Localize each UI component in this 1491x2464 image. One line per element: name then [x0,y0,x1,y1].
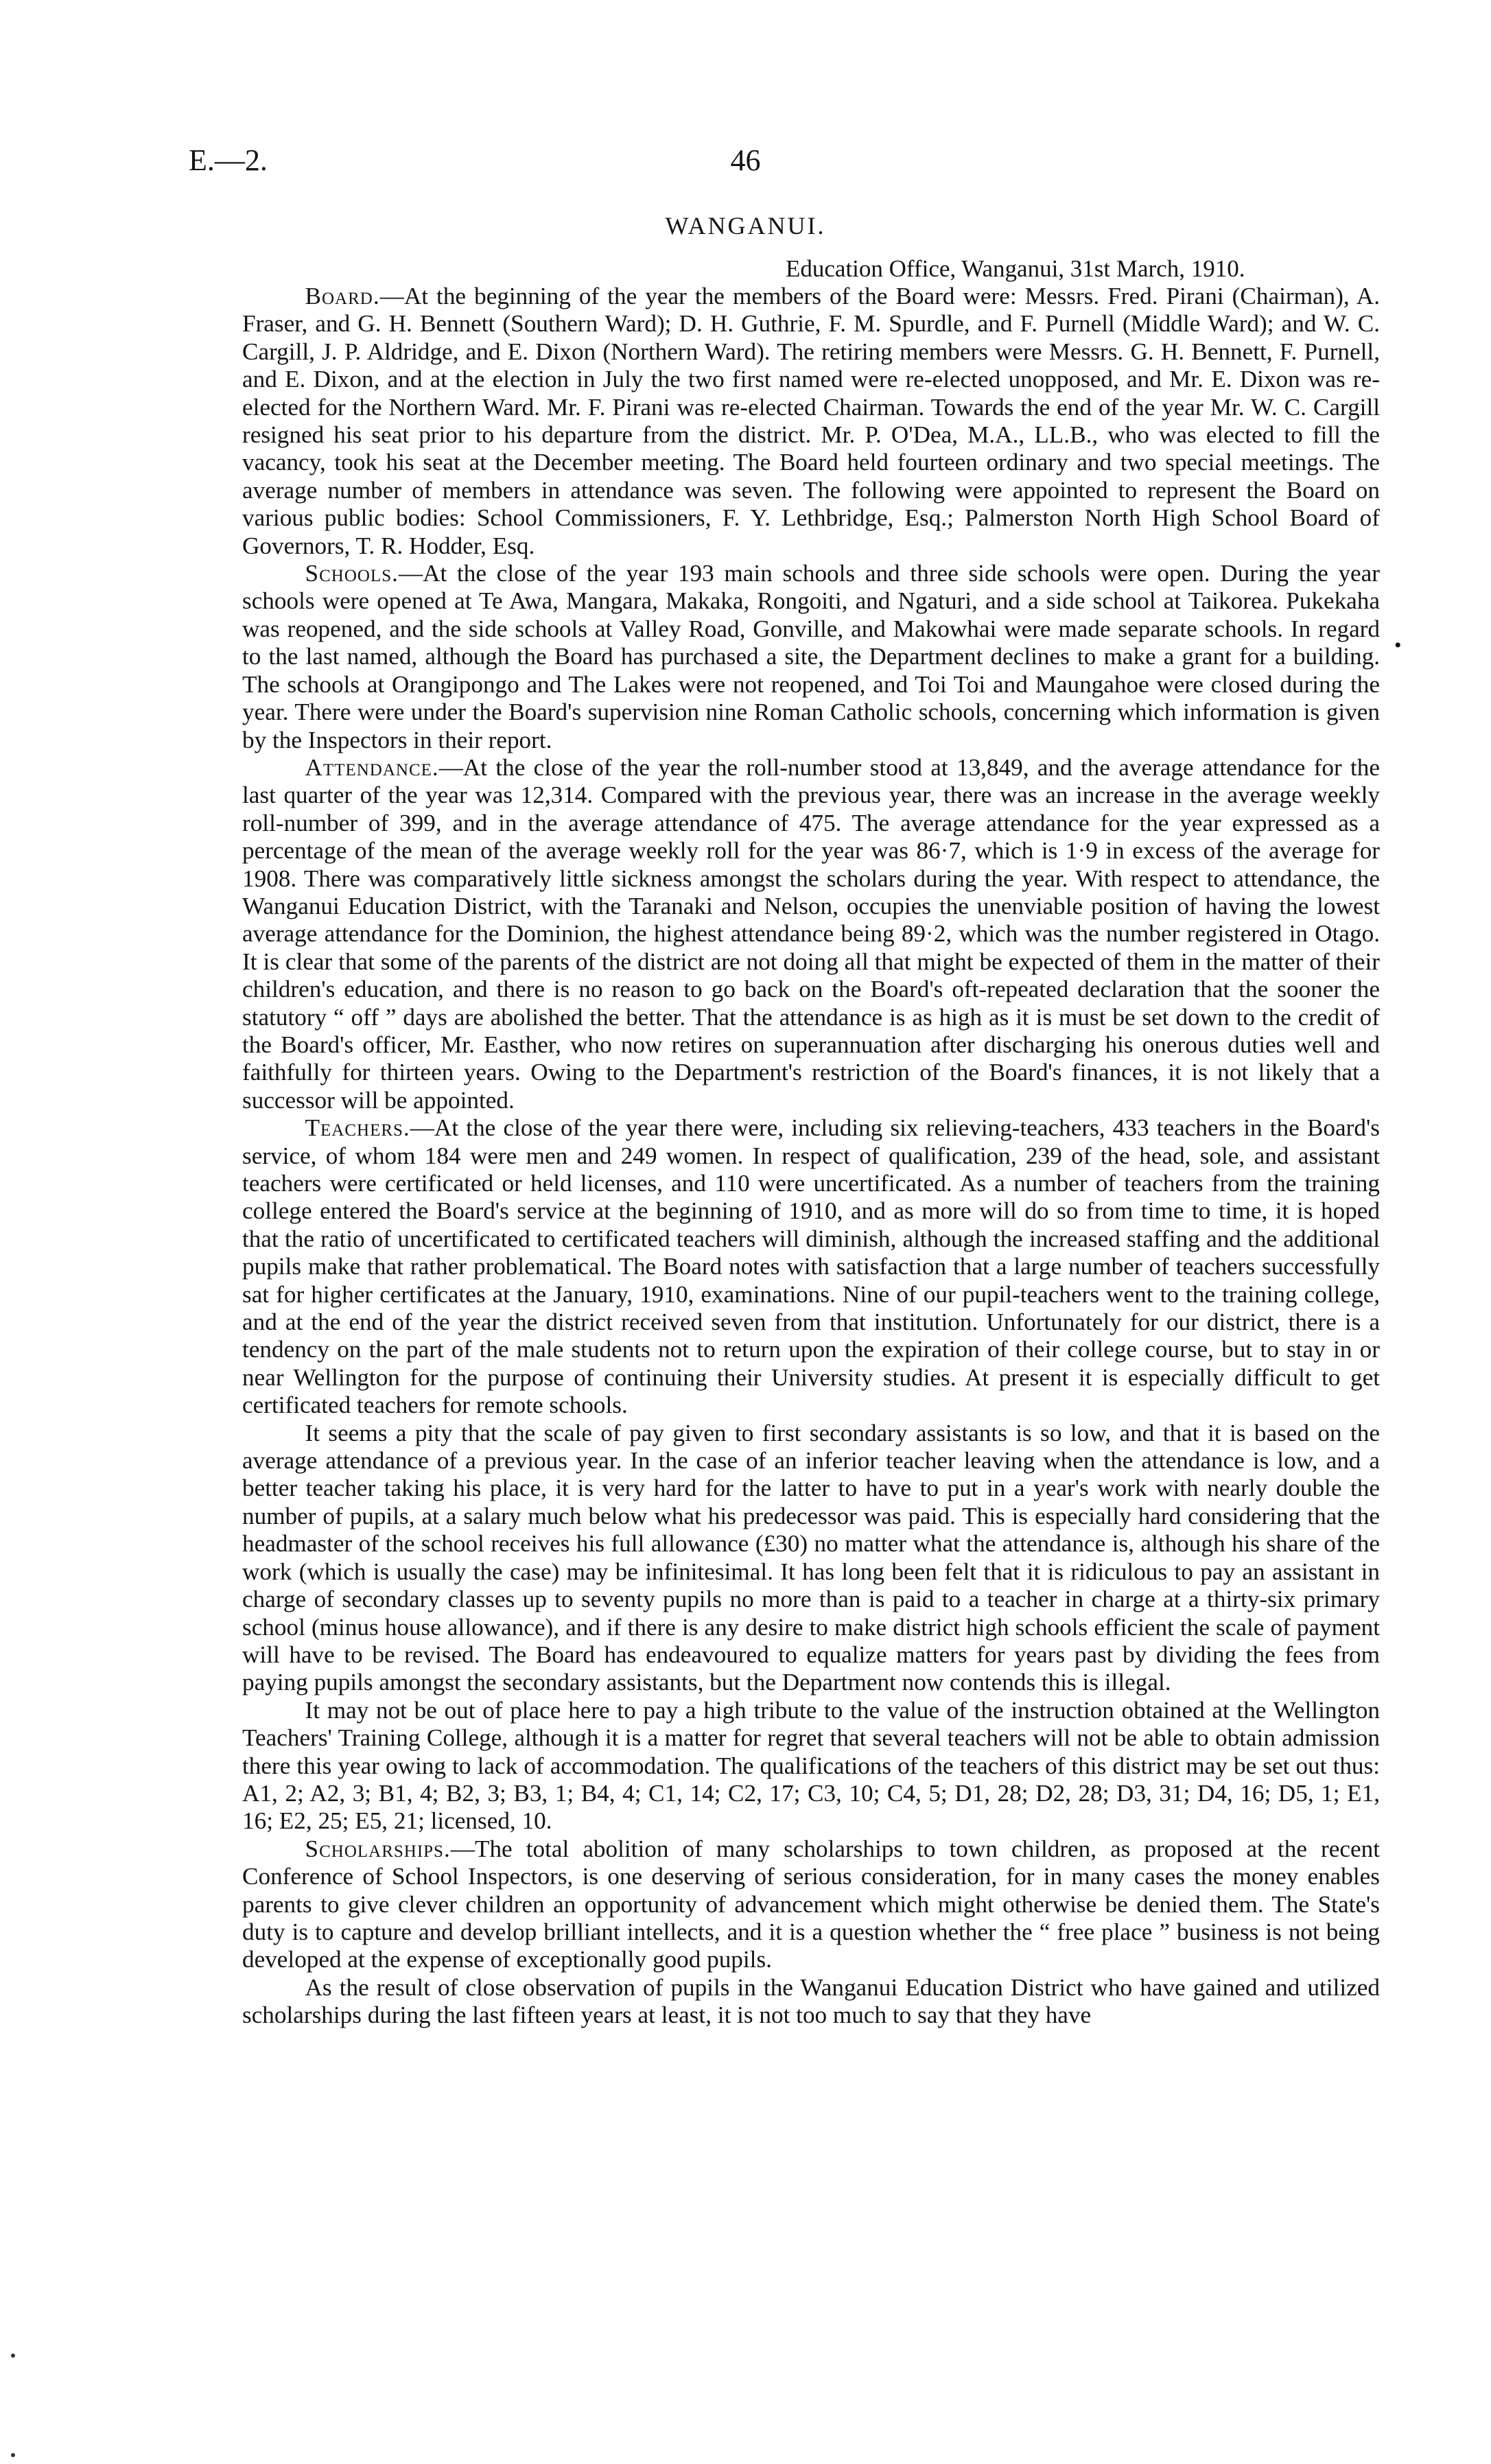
report-body [242,283,1380,2030]
text-board: —At the beginning of the year the members of the Board were: Messrs. Fred. Pirani (Chairman), A. Fraser, and G. H. Bennett (Southern Ward); D. H. Guthrie, F. M. Spurdle, and F. Purnell (Middle Ward); and W. C. Cargill, J. P. Aldridge, and E. Dixon (Northern Ward). The retiring members were Messrs. G. H. Bennett, F. Purnell, and E. Dixon, and at the election in July the two first named were re-elected unopposed, and Mr. E. Dixon was re-elected for the Northern Ward. Mr. F. Pirani was re-elected Chairman. Towards the end of the year Mr. W. C. Cargill resigned his seat prior to his departure from the district. Mr. P. O'Dea, M.A., LL.B., who was elected to fill the vacancy, took his seat at the December meeting. The Board held fourteen ordinary and two special meetings. The average number of members in attendance was seven. The following were appointed to represent the Board on various public bodies: School Commissioners, F. Y. Lethbridge, Esq.; Palmerston North High School Board of Governors, T. R. Hodder, Esq. [242,283,1380,559]
heading-board: Board. [305,283,380,309]
paragraph-teachers [242,1114,1380,1419]
section-title: WANGANUI. [665,212,826,239]
paragraph-scholarships [242,1835,1380,1974]
paragraph-schools [242,560,1380,754]
paragraph-attendance [242,754,1380,1114]
heading-attendance: Attendance. [305,753,439,781]
heading-scholarships: Scholarships. [305,1835,451,1862]
paragraph-closing: As the result of close observation of pupils in the Wanganui Education District who have gained and utilized scholarships during the last fifteen years at least, it is not too much to say that they have [242,1973,1380,2029]
text-scholarships: —The total abolition of many scholarships to town children, as proposed at the recent Conference of School Inspectors, is one deserving of serious consideration, for in many cases the money enables parents to give clever children an opportunity of advancement which might otherwise be denied them. The State's duty is to capture and develop brilliant intellects, and it is a question whether the “ free place ” business is not being developed at the expense of exceptionally good pupils. [242,1835,1380,1973]
heading-schools: Schools. [305,560,399,587]
text-schools: —At the close of the year 193 main schools and three side schools were open. During the year schools were opened at Te Awa, Mangara, Makaka, Rongoiti, and Ngaturi, and a side school at Taikorea. Pukekaha was reopened, and the side schools at Valley Road, Gonville, and Makowhai were made separate schools. In regard to the last named, although the Board has purchased a site, the Department declines to make a grant for a building. The schools at Orangipongo and The Lakes were not reopened, and Toi Toi and Maungahoe were closed during the year. There were under the Board's supervision nine Roman Catholic schools, concerning which information is given by the Inspectors in their report. [242,560,1380,753]
margin-mark: • [1394,634,1402,657]
dateline: Education Office, Wanganui, 31st March, 1910. [786,255,1245,282]
heading-teachers: Teachers. [305,1114,410,1142]
paragraph-pay: It seems a pity that the scale of pay given to first secondary assistants is so low, and that it is based on the average attendance of a previous year. In the case of an inferior teacher leaving when the attendance is low, and a better teacher taking his place, it is very hard for the latter to have to put in a year's work with nearly double the number of pupils, at a salary much below what his predecessor was paid. This is especially hard considering that the headmaster of the school receives his full allowance (£30) no matter what the attendance is, although his share of the work (which is usually the case) may be infinitesimal. It has long been felt that it is ridiculous to pay an assistant in charge of secondary classes up to seventy pupils no more than is paid to a teacher in charge at a thirty-six primary school (minus house allowance), and if there is any desire to make district high schools efficient the scale of payment will have to be revised. The Board has endeavoured to equalize matters for years past by dividing the fees from paying pupils amongst the secondary assistants, but the Department now contends this is illegal. [242,1419,1380,1696]
scan-speck [11,2453,15,2457]
scan-speck [11,2354,15,2358]
paragraph-college: It may not be out of place here to pay a high tribute to the value of the instruction obtained at the Wellington Teachers' Training College, although it is a matter for regret that several teachers will not be able to obtain admission there this year owing to lack of accommodation. The qualifications of the teachers of this district may be set out thus: A1, 2; A2, 3; B1, 4; B2, 3; B3, 1; B4, 4; C1, 14; C2, 17; C3, 10; C4, 5; D1, 28; D2, 28; D3, 31; D4, 16; D5, 1; E1, 16; E2, 25; E5, 21; licensed, 10. [242,1696,1380,1835]
text-attendance: —At the close of the year the roll-number stood at 13,849, and the average attendance for the last quarter of the year was 12,314. Compared with the previous year, there was an increase in the average weekly roll-number of 399, and in the average attendance of 475. The average attendance for the year expressed as a percentage of the mean of the average weekly roll for the year was 86·7, which is 1·9 in excess of the average for 1908. There was comparatively little sickness amongst the scholars during the year. With respect to attendance, the Wanganui Education District, with the Taranaki and Nelson, occupies the unenviable position of having the lowest average attendance for the Dominion, the highest attendance being 89·2, which was the number registered in Otago. It is clear that some of the parents of the district are not doing all that might be expected of them in the matter of their children's education, and there is no reason to go back on the Board's oft-repeated declaration that the sooner the statutory “ off ” days are abolished the better. That the attendance is as high as it is must be set down to the credit of the Board's officer, Mr. Easther, who now retires on superannuation after discharging his onerous duties well and faithfully for thirteen years. Owing to the Department's restriction of the Board's finances, it is not likely that a successor will be appointed. [242,753,1380,1114]
paragraph-board [242,283,1380,560]
report-reference: E.—2. [189,143,268,177]
running-header [189,143,1302,184]
page-number: 46 [730,143,761,177]
text-teachers: —At the close of the year there were, including six relieving-teachers, 433 teachers in the Board's service, of whom 184 were men and 249 women. In respect of qualification, 239 of the head, sole, and assistant teachers were certificated or held licenses, and 110 were uncertificated. As a number of teachers from the training college entered the Board's service at the beginning of 1910, and as more will do so from time to time, it is hoped that the ratio of uncertificated to certificated teachers will diminish, although the increased staffing and the additional pupils make that rather problematical. The Board notes with satisfaction that a large number of teachers successfully sat for higher certificates at the January, 1910, examinations. Nine of our pupil-teachers went to the training college, and at the end of the year the district received seven from that institution. Unfortunately for our district, there is a tendency on the part of the male students not to return upon the expiration of their college course, but to stay in or near Wellington for the purpose of continuing their University studies. At present it is especially difficult to get certificated teachers for remote schools. [242,1114,1380,1419]
